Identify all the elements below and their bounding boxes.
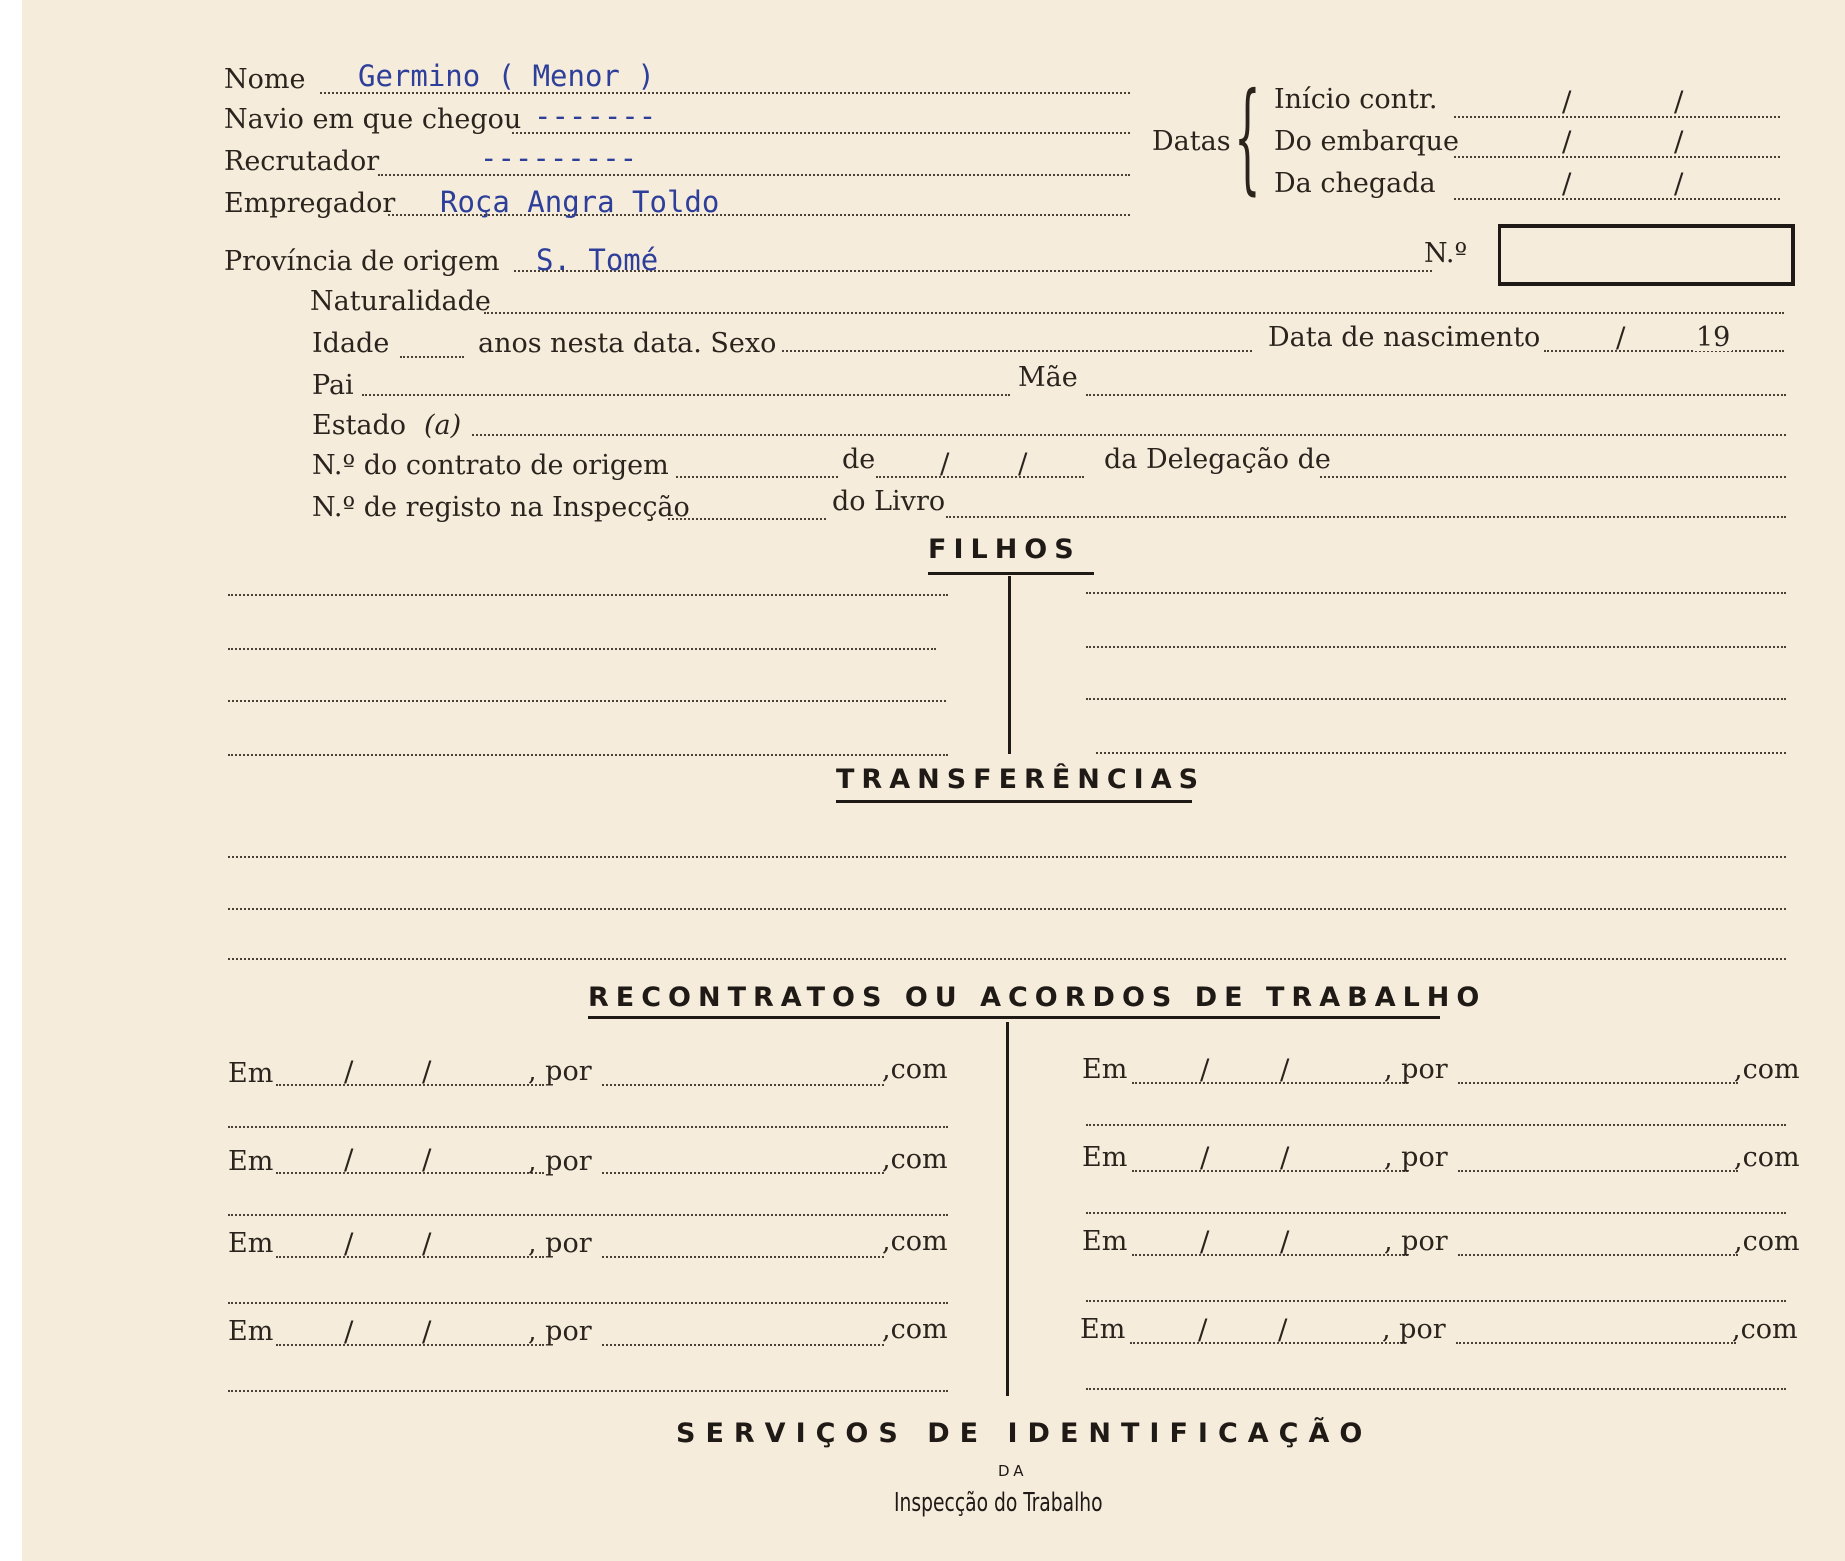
naturalidade-label: Naturalidade [310, 286, 491, 317]
filhos-divider [1008, 576, 1011, 754]
em-slash-r1a: / [1200, 1053, 1210, 1086]
contrato-slash-2: / [1018, 447, 1028, 480]
em-label-r2: Em [1082, 1142, 1128, 1173]
year-prefix: 19 [1696, 322, 1731, 353]
em-slash-r3a: / [1200, 1225, 1210, 1258]
por-label-l4: , por [528, 1316, 592, 1347]
em-slash-l3b: / [422, 1227, 432, 1260]
por-label-l3: , por [528, 1228, 592, 1259]
mae-label: Mãe [1018, 362, 1078, 393]
estado-line [472, 434, 1786, 436]
anos-sexo-label: anos nesta data. Sexo [478, 328, 777, 359]
com-label-r4: ,com [1732, 1314, 1798, 1345]
embarque-slash-2: / [1674, 125, 1684, 158]
provincia-label: Província de origem [224, 246, 500, 277]
filhos-left-line-4 [228, 754, 948, 756]
com-line-r3 [1086, 1300, 1786, 1302]
por-line-r1 [1458, 1082, 1738, 1084]
em-slash-r4a: / [1198, 1313, 1208, 1346]
datas-label: Datas [1152, 126, 1231, 157]
sexo-line [782, 350, 1252, 352]
filhos-right-line-1 [1086, 592, 1786, 594]
chegada-slash-2: / [1674, 167, 1684, 200]
recontratos-heading: RECONTRATOS OU ACORDOS DE TRABALHO [588, 982, 1487, 1013]
com-line-r1 [1086, 1124, 1786, 1126]
estado-label: Estado [312, 410, 407, 441]
por-line-r3 [1458, 1254, 1738, 1256]
por-label-r4: , por [1382, 1314, 1446, 1345]
em-label-r1: Em [1082, 1054, 1128, 1085]
empregador-label: Empregador [224, 188, 396, 219]
pai-label: Pai [312, 370, 354, 401]
chegada-slash-1: / [1562, 167, 1572, 200]
com-label-l4: ,com [882, 1314, 948, 1345]
com-line-l2 [228, 1214, 948, 1216]
por-line-r4 [1456, 1342, 1736, 1344]
recrutador-label: Recrutador [224, 146, 380, 177]
data-nascimento-label: Data de nascimento [1268, 322, 1541, 353]
transferencias-line-3 [228, 958, 1786, 960]
com-label-l1: ,com [882, 1054, 948, 1085]
pai-line [362, 394, 1010, 396]
com-label-r3: ,com [1734, 1226, 1800, 1257]
filhos-heading: FILHOS [928, 534, 1081, 565]
filhos-right-line-4 [1096, 752, 1786, 754]
transferencias-underline [836, 800, 1192, 803]
filhos-left-line-2 [228, 648, 936, 650]
idade-label: Idade [312, 328, 390, 359]
transferencias-line-1 [228, 856, 1786, 858]
footer-services: SERVIÇOS DE IDENTIFICAÇÃO [676, 1418, 1373, 1449]
contrato-de-label: de [842, 444, 876, 475]
embarque-slash-1: / [1562, 125, 1572, 158]
com-line-l3 [228, 1302, 948, 1304]
chegada-line [1454, 198, 1780, 200]
com-line-r2 [1086, 1212, 1786, 1214]
numero-box[interactable] [1498, 224, 1795, 286]
naturalidade-line [484, 312, 1784, 314]
transferencias-line-2 [228, 908, 1786, 910]
com-line-l1 [228, 1126, 948, 1128]
filhos-underline [928, 572, 1094, 575]
empregador-value[interactable]: Roça Angra Toldo [440, 185, 720, 219]
registo-label: N.º de registo na Inspecção [312, 492, 690, 523]
provincia-value[interactable]: S. Tomé [536, 243, 659, 277]
em-date-line-r3 [1132, 1254, 1408, 1256]
com-label-r1: ,com [1734, 1054, 1800, 1085]
identification-card [22, 0, 1845, 1561]
com-label-l2: ,com [882, 1144, 948, 1175]
embarque-line [1454, 156, 1780, 158]
em-date-line-l1 [276, 1084, 544, 1086]
transferencias-heading: TRANSFERÊNCIAS [836, 764, 1206, 795]
contrato-line [676, 476, 838, 478]
em-slash-l4a: / [344, 1315, 354, 1348]
em-date-line-r4 [1130, 1342, 1406, 1344]
livro-label: do Livro [832, 486, 946, 517]
recontratos-underline [588, 1016, 1440, 1019]
por-label-l2: , por [528, 1146, 592, 1177]
por-line-l2 [602, 1172, 884, 1174]
por-line-r2 [1458, 1170, 1738, 1172]
mae-line [1086, 394, 1786, 396]
por-label-r2: , por [1384, 1142, 1448, 1173]
com-line-l4 [228, 1390, 948, 1392]
navio-value[interactable]: ------- [534, 99, 657, 133]
registo-line [668, 518, 826, 520]
recontratos-divider [1006, 1022, 1009, 1396]
em-label-r3: Em [1082, 1226, 1128, 1257]
estado-note: (a) [424, 410, 462, 441]
filhos-left-line-3 [228, 700, 946, 702]
por-label-r3: , por [1384, 1226, 1448, 1257]
footer-inspeccao: Inspecção do Trabalho [894, 1488, 1103, 1518]
com-line-r4 [1086, 1388, 1786, 1390]
nome-label: Nome [224, 64, 306, 95]
em-label-l3: Em [228, 1228, 274, 1259]
em-label-l2: Em [228, 1146, 274, 1177]
em-slash-r2a: / [1200, 1141, 1210, 1174]
em-label-l4: Em [228, 1316, 274, 1347]
embarque-label: Do embarque [1274, 126, 1460, 157]
inicio-label: Início contr. [1274, 84, 1438, 115]
inicio-slash-1: / [1562, 85, 1572, 118]
em-slash-r4b: / [1278, 1313, 1288, 1346]
contrato-label: N.º do contrato de origem [312, 450, 669, 481]
filhos-right-line-2 [1086, 646, 1786, 648]
em-date-line-r2 [1132, 1170, 1408, 1172]
delegacao-label: da Delegação de [1104, 444, 1331, 475]
inicio-line [1454, 116, 1780, 118]
por-label-l1: , por [528, 1056, 592, 1087]
idade-line [400, 356, 464, 358]
por-line-l3 [602, 1256, 884, 1258]
em-date-line-r1 [1132, 1082, 1408, 1084]
recrutador-value[interactable]: --------- [480, 141, 638, 175]
em-slash-r1b: / [1280, 1053, 1290, 1086]
em-slash-l3a: / [344, 1227, 354, 1260]
em-slash-r3b: / [1280, 1225, 1290, 1258]
footer-da: DA [998, 1462, 1028, 1480]
contrato-date-line [876, 476, 1084, 478]
com-label-l3: ,com [882, 1226, 948, 1257]
por-line-l1 [602, 1084, 884, 1086]
nome-value[interactable]: Germino ( Menor ) [358, 59, 655, 93]
em-slash-l1b: / [422, 1055, 432, 1088]
em-slash-l1a: / [344, 1055, 354, 1088]
livro-line [946, 516, 1786, 518]
em-slash-l2b: / [422, 1143, 432, 1176]
em-slash-l2a: / [344, 1143, 354, 1176]
numero-label: N.º [1424, 238, 1468, 269]
filhos-left-line-1 [228, 594, 948, 596]
com-label-r2: ,com [1734, 1142, 1800, 1173]
em-slash-l4b: / [422, 1315, 432, 1348]
por-label-r1: , por [1384, 1054, 1448, 1085]
datas-brace: { [1234, 68, 1261, 207]
em-date-line-l4 [276, 1344, 544, 1346]
navio-label: Navio em que chegou [224, 104, 522, 135]
em-slash-r2b: / [1280, 1141, 1290, 1174]
em-label-r4: Em [1080, 1314, 1126, 1345]
por-line-l4 [602, 1344, 884, 1346]
em-label-l1: Em [228, 1058, 274, 1089]
filhos-right-line-3 [1086, 698, 1786, 700]
data-nascimento-line [1544, 350, 1784, 352]
inicio-slash-2: / [1674, 85, 1684, 118]
em-date-line-l2 [276, 1172, 544, 1174]
chegada-label: Da chegada [1274, 168, 1436, 199]
delegacao-line [1320, 476, 1786, 478]
nascimento-slash: / [1616, 321, 1626, 354]
contrato-slash-1: / [940, 447, 950, 480]
em-date-line-l3 [276, 1256, 544, 1258]
